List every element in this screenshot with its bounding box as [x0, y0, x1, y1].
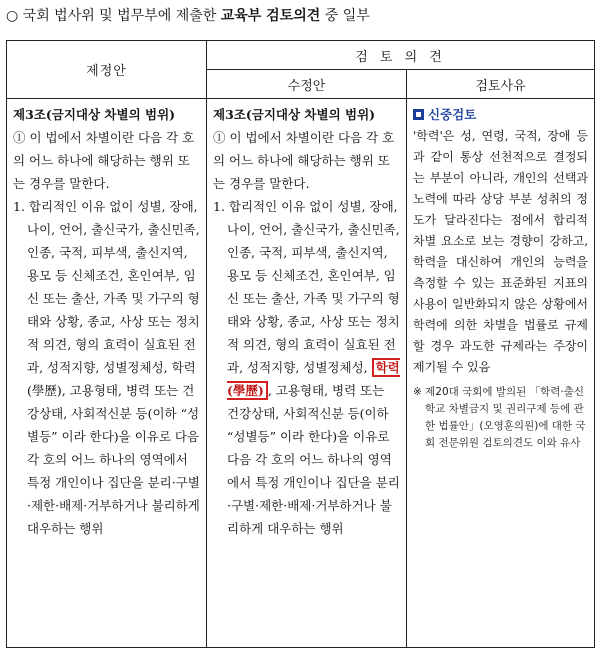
struck-term-highlight: 학력(學歷): [227, 360, 400, 398]
title-prefix: ○ 국회 법사위 및 법무부에 제출한: [6, 8, 221, 24]
revised-item-before: 1. 합리적인 이유 없이 성별, 장애, 나이, 언어, 출신국가, 출신민족, 인종, 국적, 피부색, 출신지역, 용모 등 신체조건, 혼인여부, 임신 또는 출산, 가족 및 가구의 형태와 상황, 종교, 사상 또는 정치적 의견, 형의 효력이 실효된 전과, 성적지향, 성별정체성,: [213, 199, 400, 375]
review-heading-text: 신중검토: [428, 107, 477, 122]
title-suffix: 중 일부: [320, 8, 370, 24]
original-article-title: 제3조(금지대상 차별의 범위): [13, 107, 176, 122]
original-paragraph: ① 이 법에서 차별이란 다음 각 호의 어느 하나에 해당하는 행위 또는 경우를 말한다.: [13, 130, 195, 191]
original-cell: [7, 99, 207, 648]
header-reason: 검토사유: [407, 70, 595, 99]
revised-cell: [207, 99, 407, 648]
comparison-table: [6, 40, 595, 648]
revised-item-after: , 고용형태, 병력 또는 건강상태, 사회적신분 등(이하 “성별등” 이라 한다)을 이유로 다음 각 호의 어느 하나의 영역에서 특정 개인이나 집단을 분리·구별·제한·배제·거부하거나 불리하게 대우하는 행위: [227, 383, 400, 536]
original-item: 1. 합리적인 이유 없이 성별, 장애, 나이, 언어, 출신국가, 출신민족, 인종, 국적, 피부색, 출신지역, 용모 등 신체조건, 혼인여부, 임신 또는 출산, 가족 및 가구의 형태와 상황, 종교, 사상 또는 정치적 의견, 형의 효력이 실효된 전과, 성적지향, 성별정체성, 학력(學歷), 고용형태, 병력 또는 건강상태, 사회적신분 등(이하 “성별등” 이라 한다)을 이유로 다음 각 호의 어느 하나의 영역에서 특정 개인이나 집단을 분리·구별·제한·배제·거부하거나 불리하게 대우하는 행위: [13, 199, 200, 536]
title-bold: 교육부 검토의견: [220, 8, 321, 24]
revised-article-title: 제3조(금지대상 차별의 범위): [213, 107, 376, 122]
document-title: [6, 4, 594, 28]
square-bullet-icon: [413, 109, 424, 120]
revised-paragraph: ① 이 법에서 차별이란 다음 각 호의 어느 하나에 해당하는 행위 또는 경우를 말한다.: [213, 130, 395, 191]
header-review: 검 토 의 견: [207, 41, 595, 70]
header-original: 제정안: [7, 41, 207, 99]
revised-item: [213, 195, 400, 540]
review-heading: [413, 103, 588, 126]
review-reason-text: '학력'은 성, 연령, 국적, 장애 등과 같이 통상 선천적으로 결정되는 부분이 아니라, 개인의 선택과 노력에 따라 상당 부분 성취의 정도가 달라진다는 점에서 합리적 차별 요소로 보는 경향이 강하고, 학력을 대신하여 개인의 능력을 측정할 수 있는 표준화된 지표의 사용이 일반화되지 않은 상황에서 학력에 의한 차별을 법률로 규제할 경우 과도한 규제라는 주장이 제기될 수 있음: [413, 129, 589, 374]
header-revised: 수정안: [207, 70, 407, 99]
review-note: ※ 제20대 국회에 발의된 「학력·출신학교 차별금지 및 권리구제 등에 관한 법률안」(오영훈의원)에 대한 국회 전문위원 검토의견도 이와 유사: [413, 386, 586, 449]
reason-cell: [407, 99, 595, 648]
